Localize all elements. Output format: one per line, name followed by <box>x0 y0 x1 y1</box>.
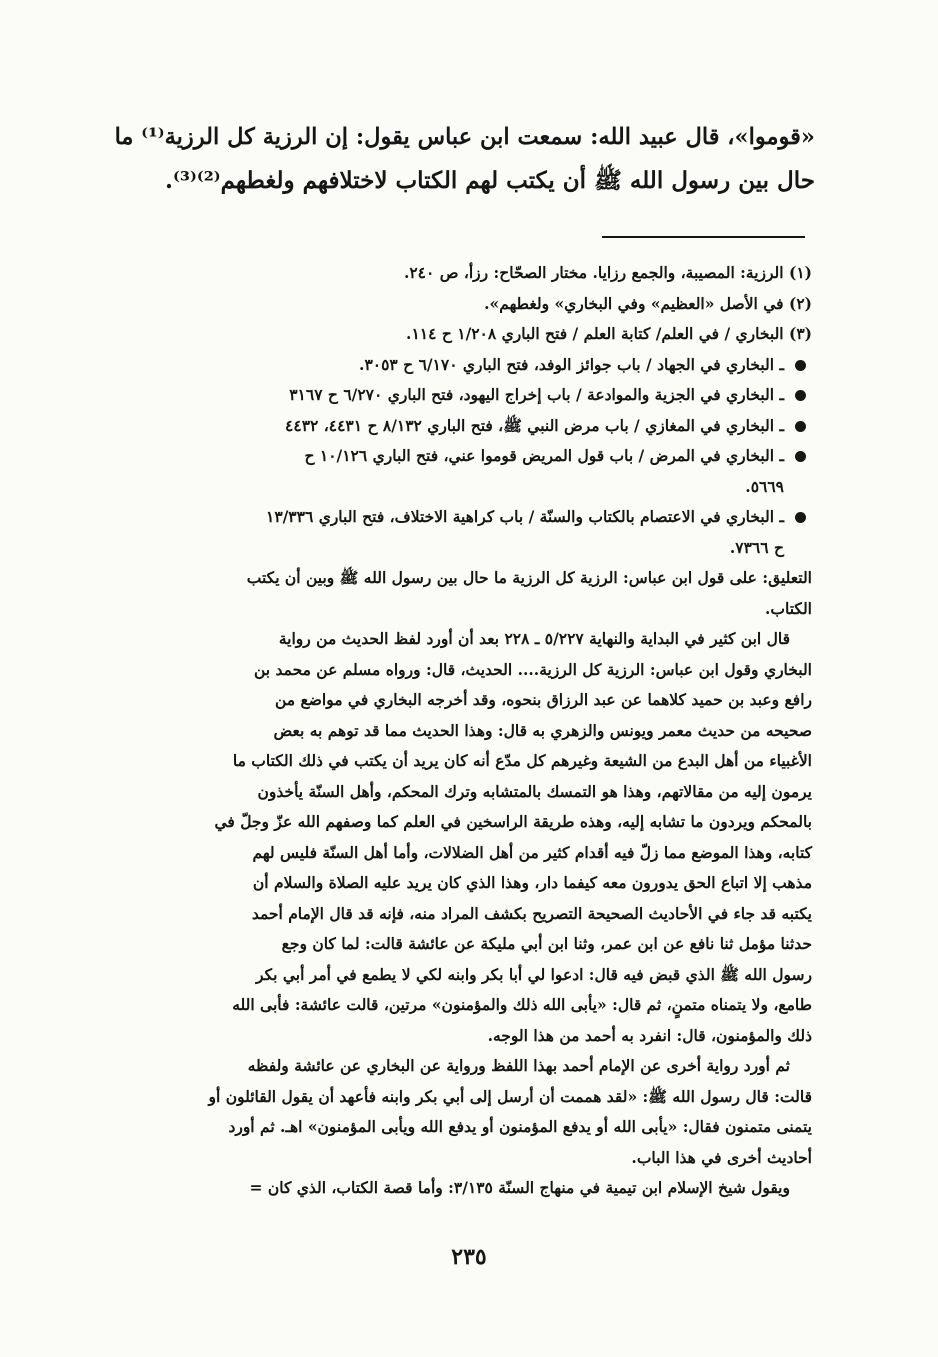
main-text-line: حال بين رسول الله ﷺ أن يكتب لهم الكتاب لاختلافهم ولغطهم⁽²⁾⁽³⁾. <box>165 167 815 194</box>
reference-item-continuation: ح ٧٣٦٦. <box>729 537 784 557</box>
commentary-text: على قول ابن عباس: الرزية كل الرزية ما حال بين رسول الله ﷺ وبين أن يكتب <box>246 568 763 587</box>
paragraph-line: طامع، ولا يتمناه متمنٍ، ثم قال: «يأبى الله ذلك والمؤمنون» مرتين، قالت عائشة: فأبى الله <box>232 995 812 1014</box>
paragraph-line: يرمون إليه من مقالاتهم، وهذا هو التمسك بالمتشابه وترك المحكم، وأهل السنّة يأخذون <box>257 781 812 801</box>
paragraph-line: صحيحه من حديث معمر ويونس والزهري به قال: وهذا الحديث مما قد توهم به بعض <box>273 720 812 740</box>
page-number: ٢٣٥ <box>451 1244 487 1270</box>
commentary-label: التعليق: <box>762 568 812 587</box>
paragraph-line: حدثنا مؤمل ثنا نافع عن ابن عمر، وثنا ابن أبي مليكة عن عائشة قالت: لما كان وجع <box>281 934 812 953</box>
paragraph-line: ذلك والمؤمنون، قال: انفرد به أحمد من هذا الوجه. <box>487 1025 812 1045</box>
footnote-2: (٢) في الأصل «العظيم» وفي البخاري» ولغطهم». <box>484 293 812 313</box>
paragraph-line: رسول الله ﷺ الذي قبض فيه قال: ادعوا لي أبا بكر وابنه لكي لا يطمع في أمر أبي بكر <box>256 964 812 984</box>
paragraph-line: كتابه، وهذا الموضع مما زلّ فيه أقدام كثير من أهل الضلالات، وأما أهل السنّة فليس لهم <box>252 842 812 862</box>
reference-item: ـ البخاري في الاعتصام بالكتاب والسنّة / باب كراهية الاختلاف، فتح الباري ١٣/٣٣٦ <box>96 502 812 533</box>
paragraph-line: أحاديث أخرى في هذا الباب. <box>631 1147 812 1167</box>
paragraph-line: البخاري وقول ابن عباس: الرزية كل الرزية.... الحديث، قال: ورواه مسلم عن محمد بن <box>253 659 812 679</box>
main-text-line: «قوموا»، قال عبيد الله: سمعت ابن عباس يقول: إن الرزية كل الرزية⁽¹⁾ ما <box>114 124 815 150</box>
main-text <box>100 116 815 202</box>
paragraph-line: بالمحكم ويردون ما تشابه إليه، وهذه طريقة الراسخين في العلم كما وصفهم الله عزّ وجلّ في <box>214 812 812 831</box>
paragraph-line: يكتبه قد جاء في الأحاديث الصحيحة التصريح بكشف المراد منه، فإنه قد قال الإمام أحمد <box>251 903 812 923</box>
commentary-line: الكتاب. <box>765 598 812 618</box>
reference-item: ـ البخاري في الجهاد / باب جوائز الوفد، فتح الباري ٦/١٧٠ ح ٣٠٥٣. <box>96 350 812 381</box>
paragraph-line: ثم أورد رواية أخرى عن الإمام أحمد بهذا اللفظ ورواية عن البخاري عن عائشة ولفظه <box>247 1056 790 1075</box>
paragraph-line: الأغبياء من أهل البدع من الشيعة وغيرهم كل مدّع أنه كان يريد أن يكتب في ذلك الكتاب ما <box>232 751 812 770</box>
paragraph-line: يتمنى متمنون فقال: «يأبى الله أو يدفع المؤمنون أو يدفع الله ويأبى المؤمنون» اهـ. ثم أورد <box>228 1117 812 1136</box>
reference-item: ـ البخاري في المرض / باب قول المريض قوموا عني، فتح الباري ١٠/١٢٦ ح <box>96 441 812 472</box>
commentary-line <box>96 563 812 594</box>
paragraph-line: رافع وعبد بن حميد كلاهما عن عبد الرزاق بنحوه، وقد أخرجه البخاري في مواضع من <box>274 690 812 709</box>
reference-item: ـ البخاري في المغازي / باب مرض النبي ﷺ، فتح الباري ٨/١٣٢ ح ٤٤٣١، ٤٤٣٢ <box>96 411 812 442</box>
paragraph-line: مذهب إلا اتباع الحق يدورون معه كيفما دار، وهذا الذي كان يريد عليه الصلاة والسلام أن <box>252 873 812 892</box>
reference-item-continuation: ٥٦٦٩. <box>745 476 784 496</box>
paragraph-line: ويقول شيخ الإسلام ابن تيمية في منهاج السنّة ٣/١٣٥: وأما قصة الكتاب، الذي كان = <box>249 1178 790 1197</box>
footnote-1: (١) الرزية: المصيبة، والجمع رزايا. مختار الصحّاح: رزأ، ص ٢٤٠. <box>403 263 812 282</box>
footnote-3: (٣) البخاري / في العلم/ كتابة العلم / فتح الباري ١/٢٠٨ ح ١١٤. <box>406 324 812 343</box>
footnote-separator <box>602 236 805 238</box>
footnotes <box>96 258 812 1204</box>
paragraph-line: قال ابن كثير في البداية والنهاية ٥/٢٢٧ ـ ٢٢٨ بعد أن أورد لفظ الحديث من رواية <box>278 629 790 648</box>
paragraph-line: قالت: قال رسول الله ﷺ: «لقد هممت أن أرسل إلى أبي بكر وابنه فأعهد أن يقول القائلون أو <box>208 1086 812 1106</box>
reference-item: ـ البخاري في الجزية والموادعة / باب إخراج اليهود، فتح الباري ٦/٢٧٠ ح ٣١٦٧ <box>96 380 812 411</box>
